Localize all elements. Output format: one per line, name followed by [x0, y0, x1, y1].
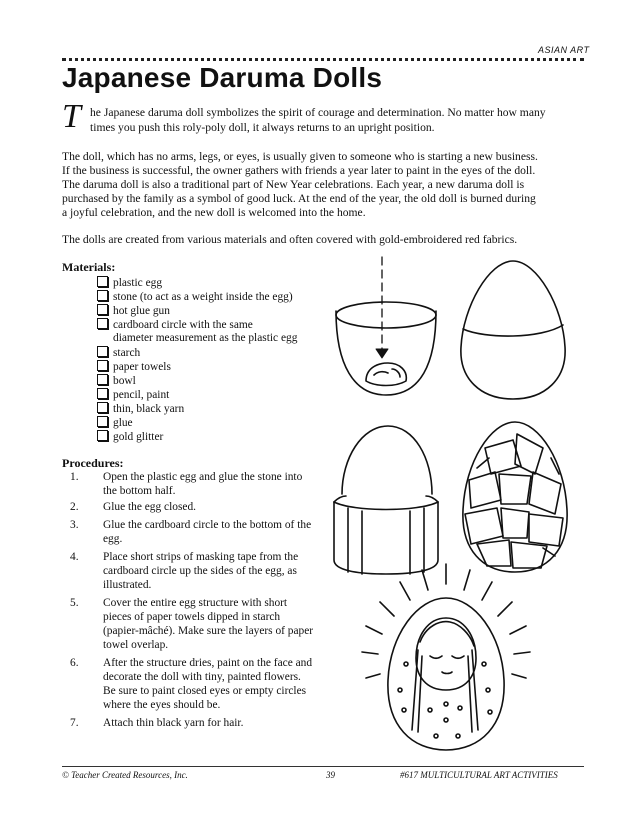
checkbox-icon [97, 346, 108, 357]
checkbox-icon [97, 374, 108, 385]
materials-item: pencil, paint [97, 388, 169, 402]
materials-item: bowl [97, 374, 136, 388]
intro-line-2: times you push this roly-poly doll, it always returns to an upright position. [90, 121, 435, 134]
egg-with-tape-strips-illustration [332, 418, 442, 576]
step-text: where the eyes should be. [103, 699, 221, 711]
step-text: Open the plastic egg and glue the stone into [103, 471, 303, 483]
step-text: the bottom half. [103, 485, 176, 497]
step-text: Glue the egg closed. [103, 501, 196, 513]
checkbox-icon [97, 318, 108, 329]
materials-item: glue [97, 416, 133, 430]
step-text: pieces of paper towels dipped in starch [103, 611, 281, 623]
checkbox-icon [97, 304, 108, 315]
materials-item: stone (to act as a weight inside the egg) [97, 290, 293, 304]
intro-line-1: he Japanese daruma doll symbolizes the spirit of courage and determination. No matter how many [90, 106, 546, 119]
step-text: Glue the cardboard circle to the bottom of the [103, 519, 312, 531]
checkbox-icon [97, 388, 108, 399]
materials-item: cardboard circle with the same [97, 318, 253, 332]
checkbox-icon [97, 416, 108, 427]
category-label: ASIAN ART [538, 45, 590, 55]
papier-mache-egg-illustration [455, 418, 575, 576]
step-text: Place short strips of masking tape from the [103, 551, 299, 563]
paragraph-line: The doll, which has no arms, legs, or eyes, is usually given to someone who is starting a new business. [62, 150, 538, 163]
checkbox-icon [97, 290, 108, 301]
step-text: cardboard circle up the sides of the egg, as [103, 565, 297, 577]
step-number: 4. [70, 551, 79, 563]
step-number: 6. [70, 657, 79, 669]
step-text: Attach thin black yarn for hair. [103, 717, 244, 729]
step-number: 2. [70, 501, 79, 513]
finished-daruma-doll-illustration [360, 560, 535, 760]
closed-egg-illustration [455, 255, 570, 405]
step-number: 1. [70, 471, 79, 483]
paragraph-line: The dolls are created from various materials and often covered with gold-embroidered red fabrics. [62, 233, 518, 246]
step-text: (papier-mâché). Make sure the layers of paper [103, 625, 314, 637]
paragraph-line: a joyful celebration, and the new doll is welcomed into the home. [62, 206, 366, 219]
checkbox-icon [97, 360, 108, 371]
page-title: Japanese Daruma Dolls [62, 62, 383, 93]
step-number: 7. [70, 717, 79, 729]
step-number: 5. [70, 597, 79, 609]
paragraph-line: If the business is successful, the owner gathers with friends a year later to paint in the eyes of the doll. [62, 164, 536, 177]
procedures-heading: Procedures: [62, 456, 124, 470]
materials-item: thin, black yarn [97, 402, 184, 416]
step-text: decorate the doll with tiny, painted flowers. [103, 671, 301, 683]
step-text: towel overlap. [103, 639, 169, 651]
footer-copyright: © Teacher Created Resources, Inc. [62, 770, 188, 780]
paragraph-line: purchased by the family as a symbol of good luck. At the end of the year, the old doll is burned during [62, 192, 536, 205]
step-text: After the structure dries, paint on the face and [103, 657, 313, 669]
step-text: egg. [103, 533, 123, 545]
checkbox-icon [97, 276, 108, 287]
drop-cap: T [62, 98, 81, 135]
materials-item: starch [97, 346, 140, 360]
footer-divider [62, 766, 584, 767]
step-number: 3. [70, 519, 79, 531]
materials-item: plastic egg [97, 276, 162, 290]
egg-bottom-with-stone-illustration [330, 255, 445, 405]
step-text: Be sure to paint closed eyes or empty circles [103, 685, 307, 697]
checkbox-icon [97, 430, 108, 441]
materials-item: paper towels [97, 360, 171, 374]
dotted-divider [62, 58, 584, 61]
step-text: Cover the entire egg structure with short [103, 597, 288, 609]
materials-item: hot glue gun [97, 304, 170, 318]
paragraph-line: The daruma doll is also a traditional part of New Year celebrations. Each year, a new daruma doll is [62, 178, 525, 191]
page-number: 39 [326, 770, 335, 780]
materials-item-continuation: diameter measurement as the plastic egg [113, 332, 298, 344]
materials-item: gold glitter [97, 430, 163, 444]
materials-heading: Materials: [62, 260, 116, 274]
footer-book-title: #617 MULTICULTURAL ART ACTIVITIES [400, 770, 558, 780]
step-text: illustrated. [103, 579, 152, 591]
checkbox-icon [97, 402, 108, 413]
